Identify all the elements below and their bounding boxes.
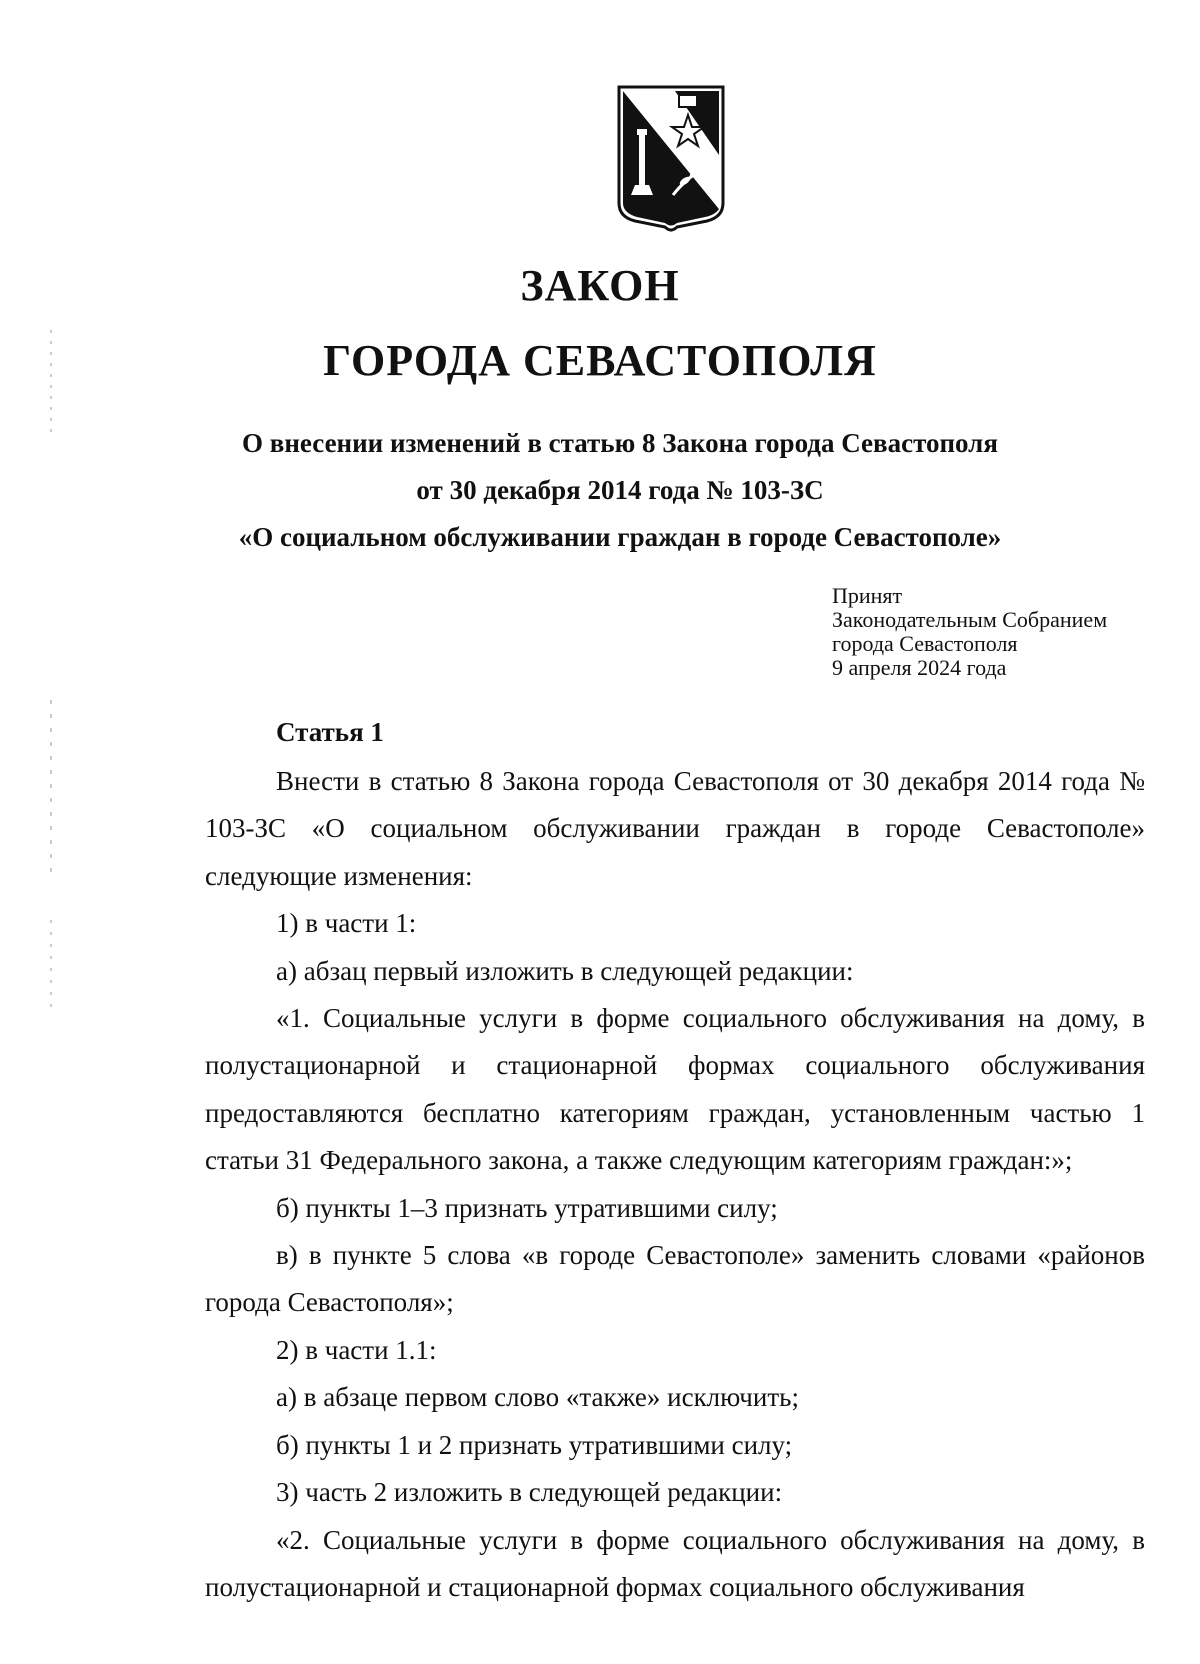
coat-of-arms-icon [615,85,727,233]
heading-line: О внесении изменений в статью 8 Закона города Севастополя [242,428,998,458]
document-title: ЗАКОН [520,261,680,310]
paragraph: Внести в статью 8 Закона города Севастополя от 30 декабря 2014 года № 103-ЗС «О социальном обслуживании граждан в городе Севастополе» следующие изменения: [205,766,1145,891]
adoption-line: Принят [832,583,903,608]
paragraph: б) пункты 1 и 2 признать утратившими силу; [276,1429,793,1460]
adoption-line: города Севастополя [832,631,1018,656]
paragraph: а) абзац первый изложить в следующей редакции: [276,955,854,986]
document-subtitle: ГОРОДА СЕВАСТОПОЛЯ [323,336,877,385]
paragraph: б) пункты 1–3 признать утратившими силу; [276,1192,778,1223]
paragraph: «2. Социальные услуги в форме социального обслуживания на дому, в полустационарной и стационарной формах социального обслуживания [205,1524,1145,1602]
scan-edge-marks [48,320,54,1220]
paragraph: 1) в части 1: [276,908,417,939]
heading-line: «О социальном обслуживании граждан в городе Севастополе» [238,522,1002,552]
adoption-note [832,584,1162,680]
article-title: Статья 1 [276,717,384,747]
heading-line: от 30 декабря 2014 года № 103-ЗС [416,475,824,505]
article-body [205,758,1145,1611]
adoption-line: Законодательным Собранием [832,607,1108,632]
law-heading [120,420,1120,561]
paragraph: а) в абзаце первом слово «также» исключить; [276,1382,799,1413]
paragraph: в) в пункте 5 слова «в городе Севастополе» заменить словами «районов города Севастополя»; [205,1240,1145,1318]
paragraph: «1. Социальные услуги в форме социального обслуживания на дому, в полустационарной и стационарной формах социального обслуживания предоставляются бесплатно категориям граждан, установленным частью 1 статьи 31 Федерального закона, а также следующим категориям граждан:»; [205,1003,1145,1176]
adoption-date: 9 апреля 2024 года [832,655,1007,680]
paragraph: 2) в части 1.1: [276,1334,437,1365]
paragraph: 3) часть 2 изложить в следующей редакции: [276,1477,783,1508]
